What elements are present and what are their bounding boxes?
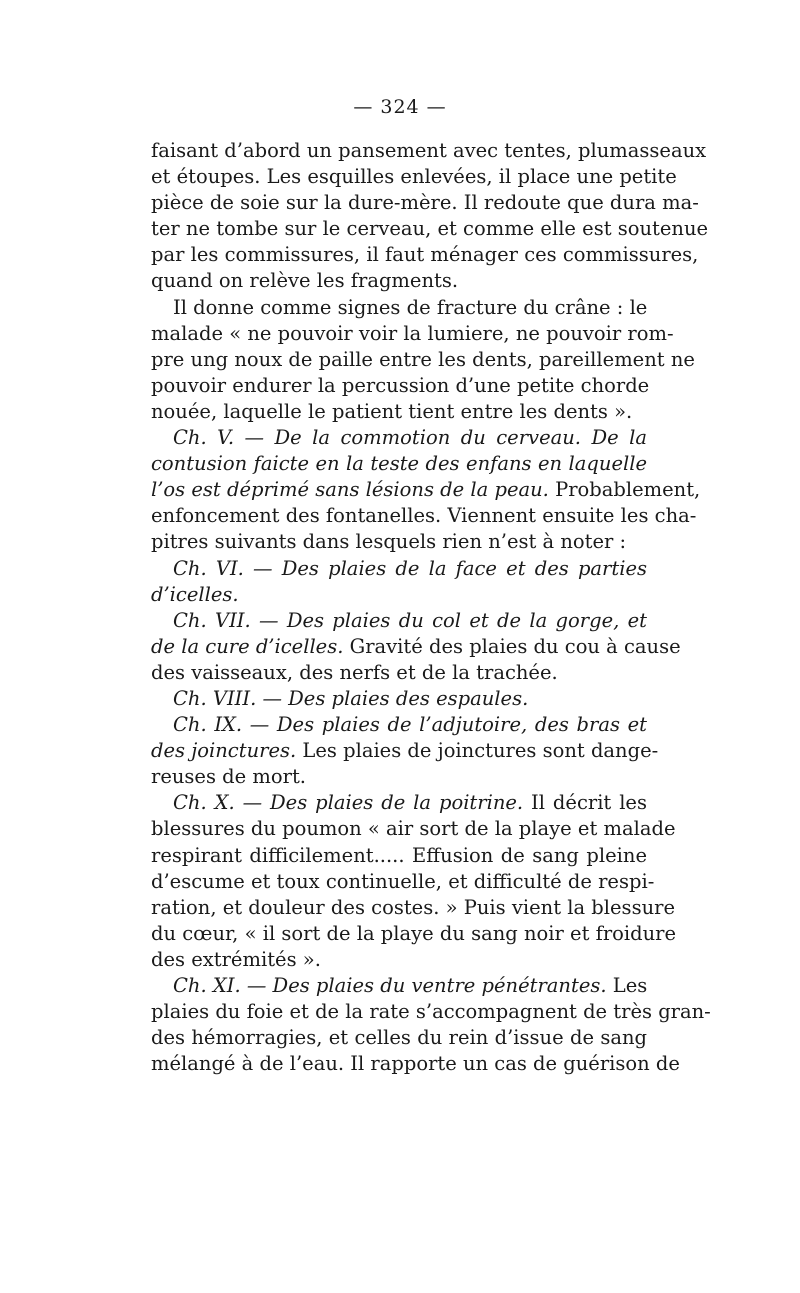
text-line [151,242,699,268]
text-segment: pitres suivants dans lesquels rien n’est à noter : [151,530,627,554]
italic-text-segment: Ch. X. — Des plaies de la poitrine. [173,791,524,815]
text-line [151,999,711,1025]
text-line [151,373,650,399]
text-line [151,921,677,947]
italic-text-segment: de la cure d’icelles. [151,634,344,658]
text-segment: enfoncement des fontanelles. Viennent ensuite les cha- [151,504,697,528]
text-line [151,738,659,764]
text-line [151,816,676,842]
text-line [151,973,647,999]
text-segment: mélangé à de l’eau. Il rapporte un cas de guérison de [151,1052,680,1076]
text-line [151,790,647,816]
text-segment: pre ung noux de paille entre les dents, pareillement ne [151,347,695,371]
text-line [151,1025,647,1051]
text-segment: pouvoir endurer la percussion d’une petite chorde [151,373,650,397]
text-segment: des hémorragies, et celles du rein d’issue de sang [151,1026,647,1050]
text-line [151,843,647,869]
text-segment: respirant difficilement..... Effusion de sang pleine [151,843,647,867]
page-number: — 324 — [353,96,447,118]
text-line [151,503,697,529]
text-line [151,268,647,294]
italic-text-segment: l’os est déprimé sans lésions de la peau. [151,478,549,502]
text-segment: quand on relève les fragments. [151,269,459,293]
italic-text-segment: Ch. VII. — Des plaies du col et de la gorge, et [173,608,647,632]
text-segment: faisant d’abord un pansement avec tentes, plumasseaux [151,139,707,162]
text-segment: du cœur, « il sort de la playe du sang noir et froidure [151,921,677,945]
text-line [151,295,647,321]
text-segment: Gravité des plaies du cou à cause [343,634,681,658]
italic-text-segment: Ch. V. — De la commotion du cerveau. De la [173,426,647,450]
text-line [151,216,709,242]
text-segment: plaies du foie et de la rate s’accompagnent de très gran- [151,1000,711,1024]
text-line [151,399,647,425]
text-segment: ration, et douleur des costes. » Puis vient la blessure [151,895,675,919]
italic-text-segment: Ch. XI. — Des plaies du ventre pénétrantes. [173,974,607,997]
text-segment: Probablement, [548,478,701,502]
text-line [151,634,681,660]
text-segment: reuses de mort. [151,765,306,789]
text-line [151,947,647,973]
text-line [151,321,674,347]
text-segment: par les commissures, il faut ménager ces commissures, [151,243,699,267]
text-segment: et étoupes. Les esquilles enlevées, il place une petite [151,165,677,189]
text-segment: nouée, laquelle le patient tient entre les dents ». [151,399,633,423]
text-line [151,138,707,164]
body-text [151,138,711,1077]
text-segment: Les [606,974,648,997]
text-segment: malade « ne pouvoir voir la lumiere, ne pouvoir rom- [151,321,674,345]
text-segment: Les plaies de joinctures sont dange- [296,739,659,763]
italic-text-segment: Ch. VIII. — Des plaies des espaules. [173,686,529,710]
italic-text-segment: contusion faicte en la teste des enfans en laquelle [151,452,647,476]
italic-text-segment: Ch. VI. — Des plaies de la face et des parties [173,556,647,580]
text-line [151,425,647,451]
text-line [151,764,647,790]
text-line [151,895,675,921]
text-segment: Il décrit les [523,791,647,815]
text-line [151,556,647,582]
text-line [151,608,647,634]
text-segment: des vaisseaux, des nerfs et de la trachée. [151,660,558,684]
text-segment: d’escume et toux continuelle, et difficulté de respi- [151,869,655,893]
text-line [151,164,677,190]
text-line [151,1051,680,1077]
text-line [151,529,647,555]
italic-text-segment: des joinctures. [151,739,297,763]
text-segment: ter ne tombe sur le cerveau, et comme elle est soutenue [151,217,709,241]
text-segment: pièce de soie sur la dure-mère. Il redoute que dura ma- [151,191,699,215]
text-line [151,347,695,373]
text-line [151,686,647,712]
text-segment: Il donne comme signes de fracture du crâne : le [173,295,648,319]
text-line [151,869,655,895]
italic-text-segment: d’icelles. [151,582,239,606]
text-segment: des extrémités ». [151,947,321,971]
text-line [151,451,647,477]
text-line [151,712,647,738]
text-segment: blessures du poumon « air sort de la playe et malade [151,817,676,841]
text-line [151,582,647,608]
text-line [151,190,699,216]
text-line [151,660,647,686]
italic-text-segment: Ch. IX. — Des plaies de l’adjutoire, des bras et [173,713,647,737]
text-line [151,477,701,503]
